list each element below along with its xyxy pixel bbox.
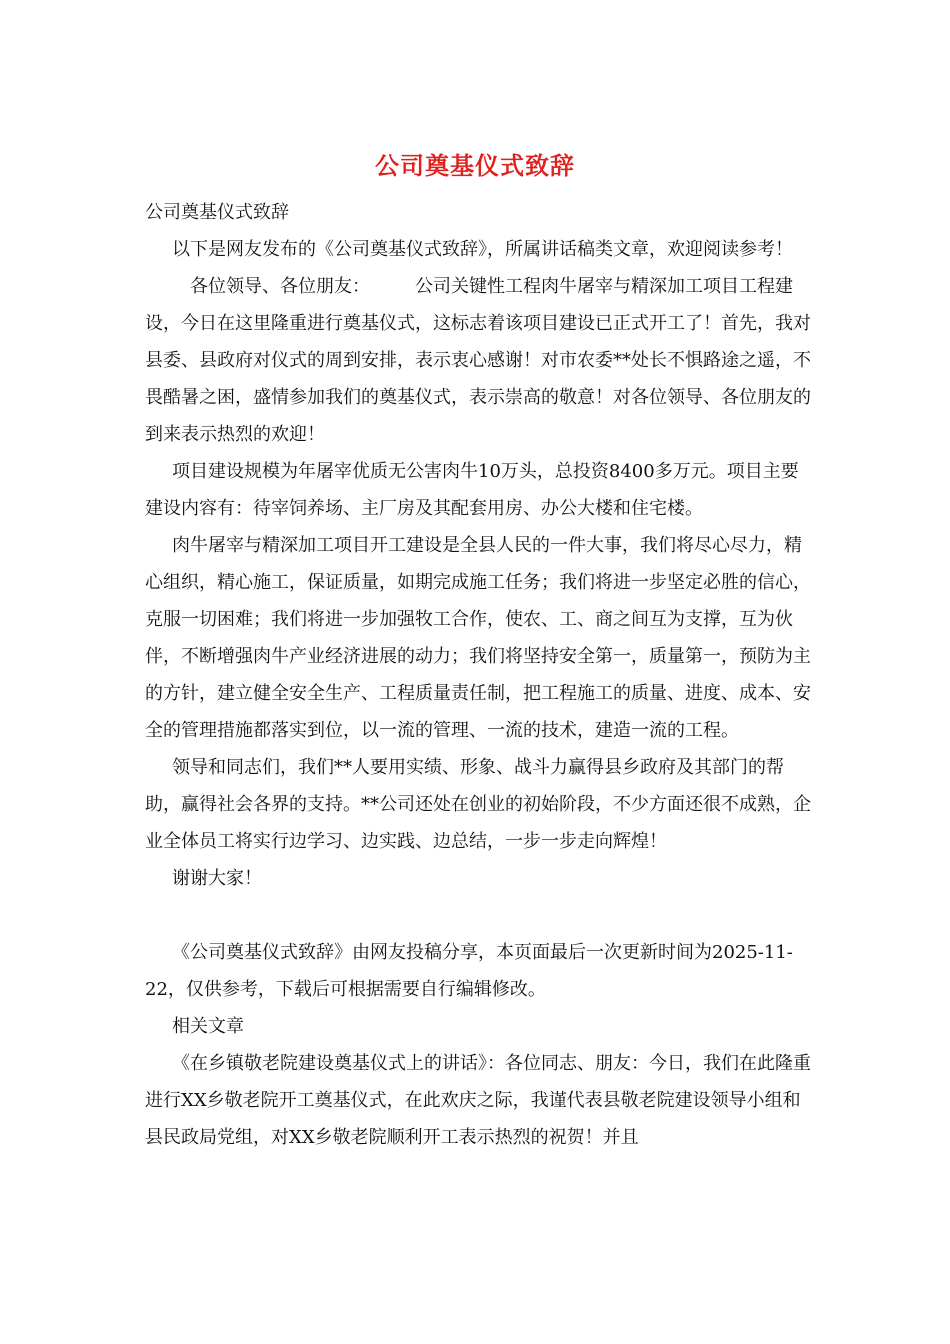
spacer bbox=[145, 897, 815, 934]
speech-paragraph-greeting: 各位领导、各位朋友： 公司关键性工程肉牛屠宰与精深加工项目工程建设，今日在这里隆重进行奠基仪式，这标志着该项目建设已正式开工了！首先，我对县委、县政府对仪式的周到安排，表示衷心感谢！对市农委**处长不惧路途之遥，不畏酷暑之困，盛情参加我们的奠基仪式，表示崇高的敬意！对各位领导、各位朋友的到来表示热烈的欢迎！ bbox=[145, 276, 811, 445]
intro-paragraph: 以下是网友发布的《公司奠基仪式致辞》，所属讲话稿类文章，欢迎阅读参考！ bbox=[172, 239, 793, 260]
document-subtitle: 公司奠基仪式致辞 bbox=[145, 202, 289, 223]
speech-paragraph-commitment: 肉牛屠宰与精深加工项目开工建设是全县人民的一件大事，我们将尽心尽力，精心组织，精心施工，保证质量，如期完成施工任务；我们将进一步坚定必胜的信心，克服一切困难；我们将进一步加强牧工合作，使农、工、商之间互为支撑，互为伙伴，不断增强肉牛产业经济进展的动力；我们将坚持安全第一，质量第一，预防为主的方针，建立健全安全生产、工程质量责任制，把工程施工的质量、进度、成本、安全的管理措施都落实到位，以一流的管理、一流的技术，建造一流的工程。 bbox=[145, 535, 811, 741]
document-title: 公司奠基仪式致辞 bbox=[375, 151, 575, 180]
speech-paragraph-thanks: 谢谢大家！ bbox=[172, 868, 262, 889]
speech-paragraph-scale: 项目建设规模为年屠宰优质无公害肉牛10万头，总投资8400多万元。项目主要建设内容有：待宰饲养场、主厂房及其配套用房、办公大楼和住宅楼。 bbox=[145, 461, 799, 519]
related-heading: 相关文章 bbox=[172, 1016, 244, 1037]
document-body bbox=[145, 194, 815, 1156]
related-excerpt: 《在乡镇敬老院建设奠基仪式上的讲话》：各位同志、朋友：今日，我们在此隆重进行XX乡敬老院开工奠基仪式，在此欢庆之际，我谨代表县敬老院建设领导小组和县民政局党组，对XX乡敬老院顺利开工表示热烈的祝贺！并且 bbox=[145, 1053, 811, 1148]
footer-note: 《公司奠基仪式致辞》由网友投稿分享，本页面最后一次更新时间为2025-11-22，仅供参考，下载后可根据需要自行编辑修改。 bbox=[145, 942, 793, 1000]
speech-paragraph-closing: 领导和同志们，我们**人要用实绩、形象、战斗力赢得县乡政府及其部门的帮助，赢得社会各界的支持。**公司还处在创业的初始阶段，不少方面还很不成熟，企业全体员工将实行边学习、边实践、边总结，一步一步走向辉煌！ bbox=[145, 757, 811, 852]
